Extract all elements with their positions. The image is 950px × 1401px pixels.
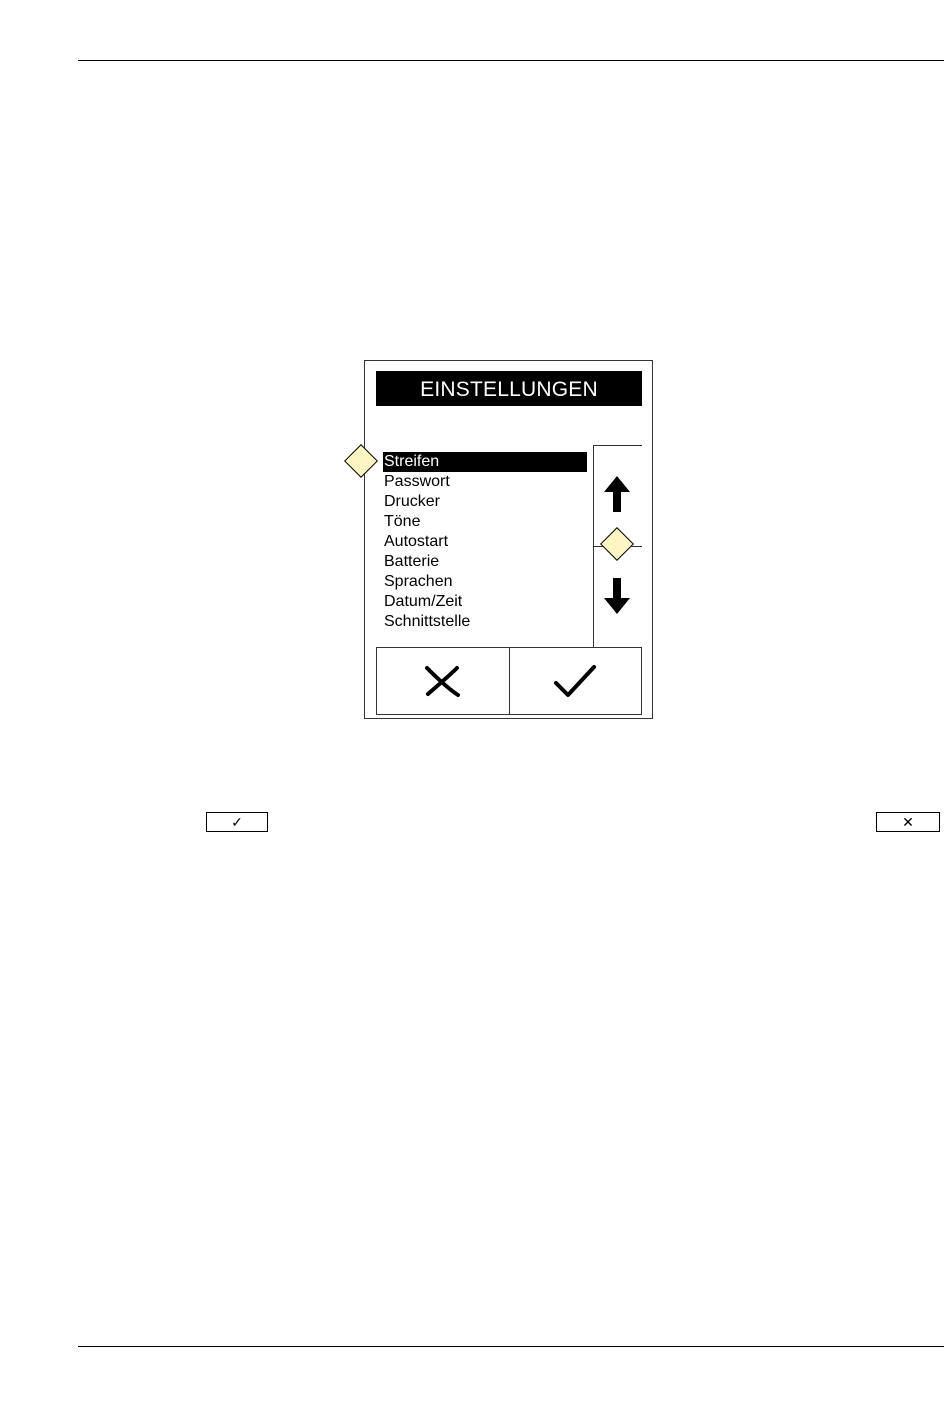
checkmark-icon <box>552 663 598 699</box>
arrow-down-icon <box>602 576 632 616</box>
confirm-button[interactable] <box>509 648 642 714</box>
cancel-key-symbol <box>876 812 940 832</box>
scroll-down-button[interactable] <box>602 576 632 616</box>
menu-item-drucker[interactable]: Drucker <box>384 493 441 510</box>
menu-item-autostart[interactable]: Autostart <box>384 533 449 550</box>
menu-item-toene[interactable]: Töne <box>384 513 421 530</box>
menu-item-passwort[interactable]: Passwort <box>384 473 450 490</box>
cross-icon <box>421 664 465 698</box>
checkmark-icon: ✓ <box>231 813 243 830</box>
ok-key-symbol <box>206 812 268 832</box>
scroll-up-button[interactable] <box>602 474 632 514</box>
menu-item-sprachen[interactable]: Sprachen <box>384 573 453 590</box>
header-rule <box>78 60 944 61</box>
menu-item-datum-zeit[interactable]: Datum/Zeit <box>384 593 463 610</box>
settings-menu-list <box>383 452 587 632</box>
screen-title: EINSTELLUNGEN <box>376 371 642 406</box>
menu-item-schnittstelle[interactable]: Schnittstelle <box>384 613 471 630</box>
bottom-button-bar <box>376 647 642 715</box>
footer-rule <box>78 1346 944 1347</box>
menu-item-batterie[interactable]: Batterie <box>384 553 440 570</box>
arrow-up-icon <box>602 474 632 514</box>
menu-item-streifen[interactable]: Streifen <box>383 452 587 472</box>
cancel-button[interactable] <box>377 648 509 714</box>
cross-icon: ✕ <box>902 813 914 830</box>
